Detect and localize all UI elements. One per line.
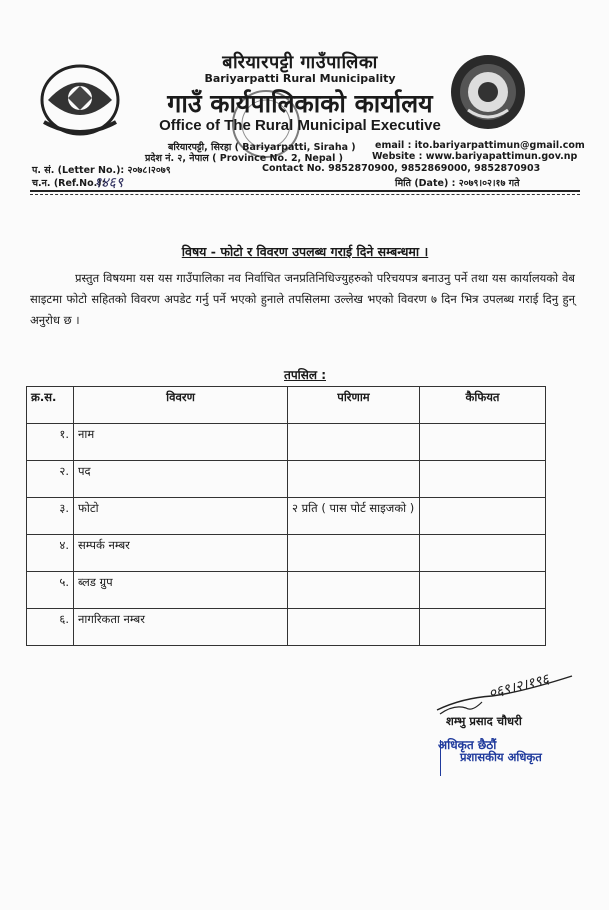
signer-name: शम्भु प्रसाद चौधरी [446, 714, 522, 728]
row-serial: १. [27, 424, 74, 461]
ref-label: च.न. (Ref.No.): [32, 178, 106, 189]
row-serial: २. [27, 461, 74, 498]
tapsil-heading: तपसिल : [284, 368, 326, 382]
row-serial: ३. [27, 498, 74, 535]
table-row [27, 535, 546, 572]
row-remark [420, 572, 546, 609]
handwritten-date: ०६९।२।१९६ [487, 671, 551, 702]
column-header: परिणाम [288, 387, 420, 424]
table-row [27, 572, 546, 609]
row-quantity [288, 609, 420, 646]
subject-line: विषय - फोटो र विवरण उपलब्ध गराई दिने सम्बन्धमा । [181, 244, 429, 259]
table-row [27, 424, 546, 461]
table-row [27, 609, 546, 646]
table-header-row [27, 387, 546, 424]
handwritten-signature [432, 668, 582, 718]
details-table [26, 386, 546, 646]
designation-stamp-line-2: प्रशासकीय अधिकृत [460, 750, 542, 764]
contact-numbers: Contact No. 9852870900, 9852869000, 9852870903 [262, 163, 541, 174]
row-item: ब्लड ग्रुप [74, 572, 288, 609]
row-remark [420, 461, 546, 498]
row-serial: ४. [27, 535, 74, 572]
email-text: email : ito.bariyarpattimun@gmail.com [375, 140, 585, 151]
office-name-nepali: गाउँ कार्यपालिकाको कार्यालय [167, 89, 433, 118]
row-quantity [288, 424, 420, 461]
row-item: फोटो [74, 498, 288, 535]
table-row [27, 461, 546, 498]
column-header: विवरण [74, 387, 288, 424]
column-header: कैफियत [420, 387, 546, 424]
ref-number: १४६९ [94, 175, 124, 191]
row-remark [420, 498, 546, 535]
header-divider-dashed [30, 194, 580, 195]
designation-stamp-line-1: अधिकृत छैठौं [438, 738, 497, 752]
row-serial: ६. [27, 609, 74, 646]
row-item: पद [74, 461, 288, 498]
address-line-1: बरियारपट्टी, सिरहा ( Bariyarpatti, Siraha ) [168, 142, 356, 153]
row-item: नागरिकता नम्बर [74, 609, 288, 646]
row-item: सम्पर्क नम्बर [74, 535, 288, 572]
row-quantity [288, 461, 420, 498]
column-header: क्र.स. [27, 387, 74, 424]
row-serial: ५. [27, 572, 74, 609]
row-remark [420, 609, 546, 646]
header-divider [30, 190, 580, 192]
row-item: नाम [74, 424, 288, 461]
row-quantity: २ प्रति ( पास पोर्ट साइजको ) [288, 498, 420, 535]
table-row [27, 498, 546, 535]
letter-number: प. सं. (Letter No.): २०७८।२०७९ [32, 165, 171, 176]
row-remark [420, 424, 546, 461]
row-remark [420, 535, 546, 572]
stamp-vertical-mark [440, 740, 441, 776]
row-quantity [288, 535, 420, 572]
office-name-english: Office of The Rural Municipal Executive [159, 117, 441, 134]
address-line-2: प्रदेश नं. २, नेपाल ( Province No. 2, Nepal ) [145, 153, 343, 164]
row-quantity [288, 572, 420, 609]
letter-date: मिति (Date) : २०७९।०२।१७ गते [395, 178, 520, 189]
website-text: Website : www.bariyapattimun.gov.np [372, 151, 578, 162]
body-paragraph: प्रस्तुत विषयमा यस यस गाउँपालिका नव निर्वाचित जनप्रतिनिधिज्युहरुको परिचयपत्र बनाउनु पर्ने तथा यस कार्यालयको वेब साइटमा फोटो सहितको विवरण अपडेट गर्नु पर्ने भएको हुनाले तपसिलमा उल्लेख भएको विवरण ७ दिन भित्र उपलब्ध गराई दिनु हुन् अनुरोध छ । [30, 271, 575, 327]
municipality-name-nepali: बरियारपट्टी गाउँपालिका [222, 52, 378, 73]
municipality-name-english: Bariyarpatti Rural Municipality [204, 72, 396, 85]
